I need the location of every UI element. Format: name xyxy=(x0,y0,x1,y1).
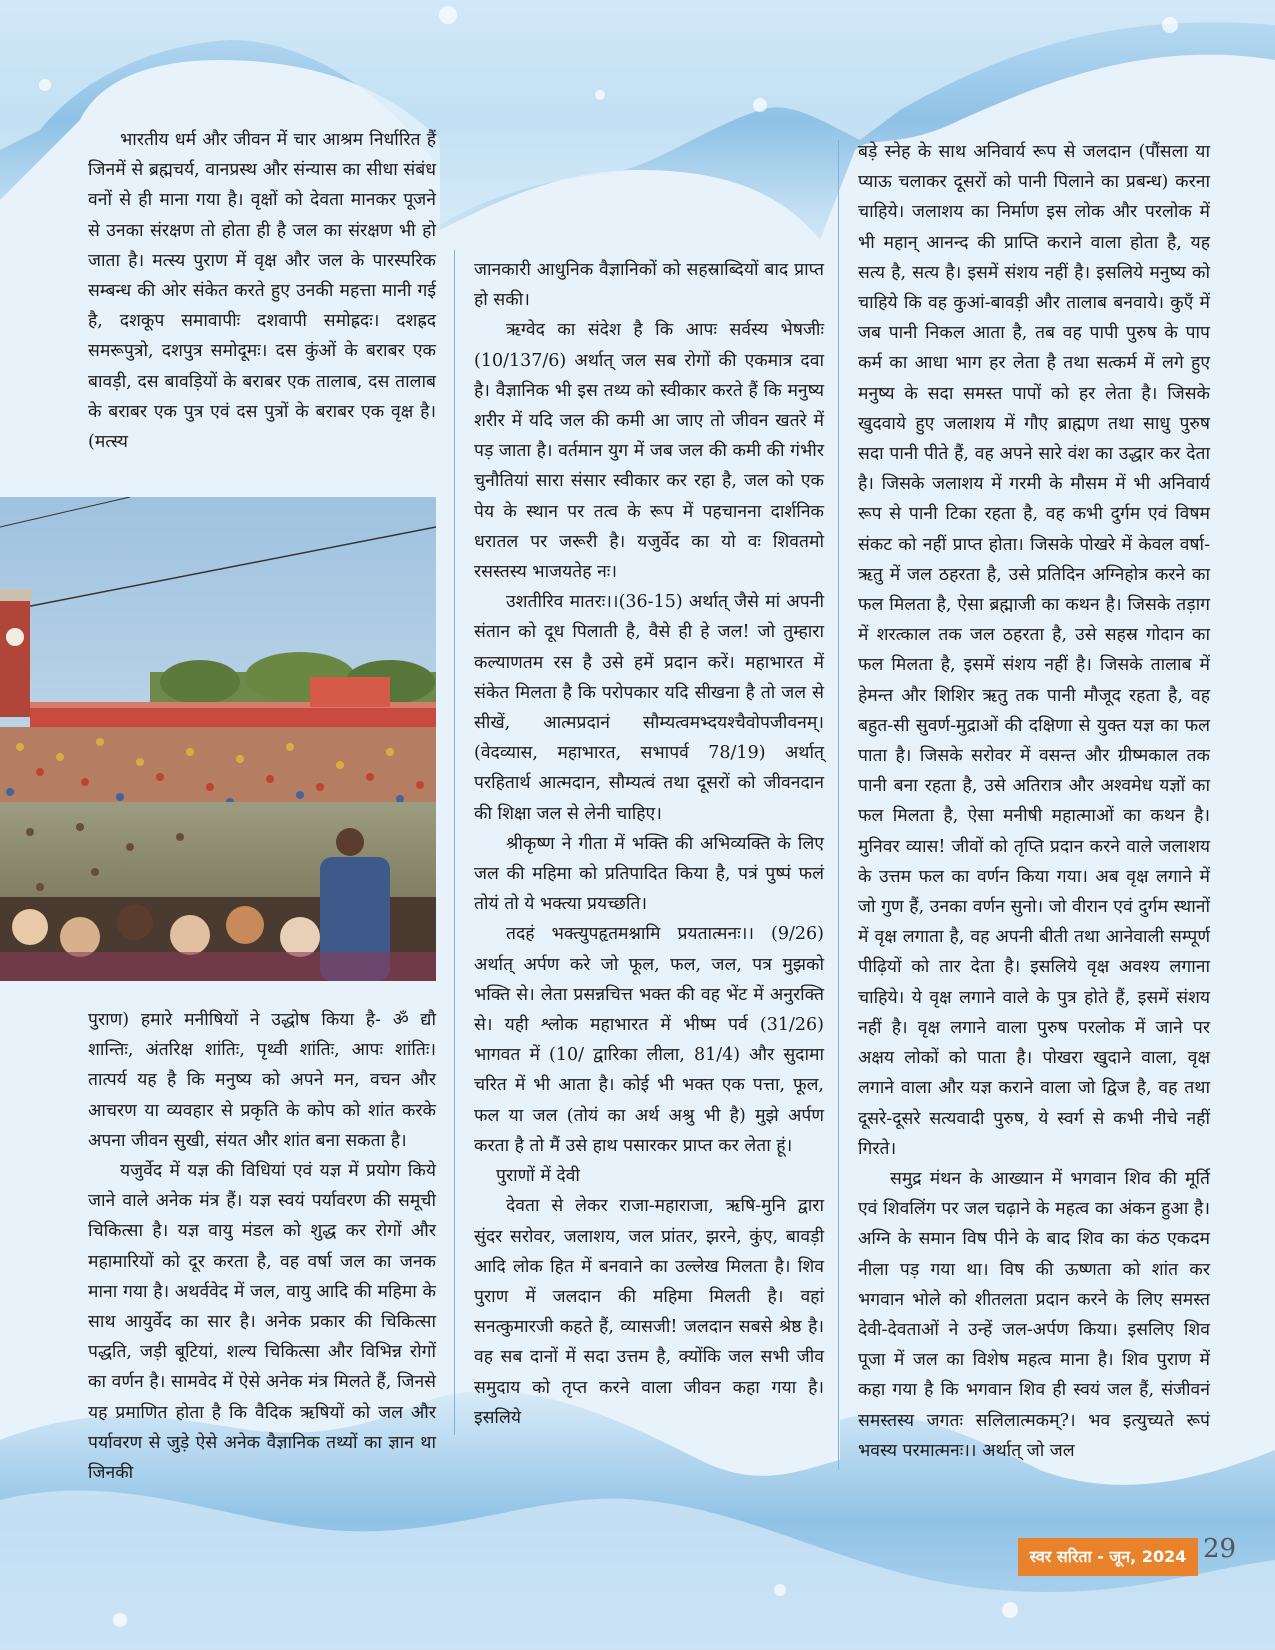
paragraph: उशतीरिव मातरः।।(36-15) अर्थात् जैसे मां अपनी संतान को दूध पिलाती है, वैसे ही हे जल! जो तुम्हारा कल्याणतम रस है उसे हमें प्रदान करें। महाभारत में संकेत मिलता है कि परोपकार यदि सीखना है तो जल से सीखें, आत्मप्रदानं सौम्यत्वमभ्दयश्चैवोपजीवनम्। (वेदव्यास, महाभारत, सभापर्व 78/19) अर्थात् परहितार्थ आत्मदान, सौम्यत्वं तथा दूसरों को जीवनदान की शिक्षा जल से लेनी चाहिए। xyxy=(474,592,824,824)
paragraph: तदहं भक्त्युपहृतमश्नामि प्रयतात्मनः।। (9/26) अर्थात् अर्पण करे जो फूल, फल, जल, पत्र मुझको भक्ति से। लेता प्रसन्नचित्त भक्त की वह भेंट में अनुरक्ति से। यही श्लोक महाभारत में भीष्म पर्व (31/26) भागवत में (10/ द्वारिका लीला, 81/4) और सुदामा चरित में भी आता है। कोई भी भक्त एक पत्ता, फूल, फल या जल (तोयं का अर्थ अश्रु भी है) मुझे अर्पण करता है तो मैं उसे हाथ पसारकर प्राप्त कर लेता हूं। xyxy=(474,924,824,1156)
page-number: 29 xyxy=(1203,1534,1237,1564)
paragraph: ऋग्वेद का संदेश है कि आपः सर्वस्य भेषजीः (10/137/6) अर्थात् जल सब रोगों की एकमात्र दवा है। वैज्ञानिक भी इस तथ्य को स्वीकार करते हैं कि मनुष्य शरीर में यदि जल की कमी आ जाए तो जीवन खतरे में पड़ जाता है। वर्तमान युग में जब जल की कमी की गंभीर चुनौतियां सारा संसार स्वीकार कर रहा है, जल को एक पेय के स्थान पर तत्व के रूप में पहचानना दार्शनिक धरातल पर जरूरी है। यजुर्वेद का यो वः शिवतमो रसस्तस्य भाजयतेह नः। xyxy=(474,320,824,583)
paragraph: बड़े स्नेह के साथ अनिवार्य रूप से जलदान (पौंसला या प्याऊ चलाकर दूसरों को पानी पिलाने का प्रबन्ध) करना चाहिये। जलाशय का निर्माण इस लोक और परलोक में भी महान् आनन्द की प्राप्ति कराने वाला होता है, यह सत्य है, सत्य है। इसमें संशय नहीं है। इसलिये मनुष्य को चाहिये कि वह कुआं-बावड़ी और तालाब बनवाये। कुएँ में जब पानी निकल आता है, तब वह पापी पुरुष के पाप कर्म का आधा भाग हर लेता है तथा सत्कर्म में लगे हुए मनुष्य के सदा समस्त पापों को हर लेता है। जिसके खुदवाये हुए जलाशय में गौए ब्राह्मण तथा साधु पुरुष सदा पानी पीते हैं, वह अपने सारे वंश का उद्धार कर देता है। जिसके जलाशय में गरमी के मौसम में भी अनिवार्य रूप से पानी टिका रहता है, वह कभी दुर्गम एवं विषम संकट को नहीं प्राप्त होता। जिसके पोखरे में केवल वर्षा-ऋतु में जल ठहरता है, उसे प्रतिदिन अग्निहोत्र करने का फल मिलता है, ऐसा ब्रह्माजी का कथन है। जिसके तड़ाग में शरत्काल तक जल ठहरता है, उसे सहस्र गोदान का फल मिलता है, इसमें संशय नहीं है। जिसके तालाब में हेमन्त और शिशिर ऋतु तक पानी मौजूद रहता है, वह बहुत-सी सुवर्ण-मुद्राओं की दक्षिणा से युक्त यज्ञ का फल पाता है। जिसके सरोवर में वसन्त और ग्रीष्मकाल तक पानी बना रहता है, उसे अतिरात्र और अश्वमेध यज्ञों का फल मिलता है, ऐसा मनीषी महात्माओं का कथन है। मुनिवर व्यास! जीवों को तृप्ति प्रदान करने वाले जलाशय के उत्तम फल का वर्णन किया गया। अब वृक्ष लगाने में जो गुण हैं, उनका वर्णन सुनो। जो वीरान एवं दुर्गम स्थानों में वृक्ष लगाता है, वह अपनी बीती तथा आनेवाली सम्पूर्ण पीढ़ियों को तार देता है। इसलिये वृक्ष अवश्य लगाना चाहिये। ये वृक्ष लगाने वाले के पुत्र होते हैं, इसमें संशय नहीं है। वृक्ष लगाने वाला पुरुष परलोक में जाने पर अक्षय लोकों को पाता है। पोखरा खुदाने वाला, वृक्ष लगाने वाला और यज्ञ कराने वाला जो द्विज है, वह तथा दूसरे-दूसरे सत्यवादी पुरुष, ये स्वर्ग से कभी नीचे नहीं गिरते। xyxy=(858,142,1210,1159)
paragraph: पुराण) हमारे मनीषियों ने उद्धोष किया है- ॐ द्यौ शान्तिः, अंतरिक्ष शांतिः, पृथ्वी शांतिः, आपः शांतिः। तात्पर्य यह है कि मनुष्य को अपने मन, वचन और आचरण या व्यवहार से प्रकृति के कोप को शांत करके अपना जीवन सुखी, संयत और शांत बना सकता है। xyxy=(88,1010,436,1151)
paragraph: जानकारी आधुनिक वैज्ञानिकों को सहस्राब्दियों बाद प्राप्त हो सकी। xyxy=(474,260,824,311)
section-heading: पुराणों में देवी xyxy=(496,1166,580,1187)
magazine-footer-label: स्वर सरिता - जून, 2024 xyxy=(1018,1538,1198,1576)
column-divider-left xyxy=(454,250,455,1435)
column-1-top xyxy=(88,125,436,457)
column-3 xyxy=(858,137,1210,1466)
paragraph: यजुर्वेद में यज्ञ की विधियां एवं यज्ञ में प्रयोग किये जाने वाले अनेक मंत्र हैं। यज्ञ स्वयं पर्यावरण की समूची चिकित्सा है। यज्ञ वायु मंडल को शुद्ध कर रोगों और महामारियों को दूर करता है, वह वर्षा जल का जनक माना गया है। अथर्ववेद में जल, वायु आदि की महिमा के साथ आयुर्वेद का सार है। अनेक प्रकार की चिकित्सा पद्धति, जड़ी बूटियां, शल्य चिकित्सा और विभिन्न रोगों का वर्णन है। सामवेद में ऐसे अनेक मंत्र मिलते हैं, जिनसे यह प्रमाणित होता है कि वैदिक ऋषियों को जल और पर्यावरण से जुड़े ऐसे अनेक वैज्ञानिक तथ्यों का ज्ञान था जिनकी xyxy=(88,1161,436,1484)
column-2 xyxy=(474,255,824,1433)
ganga-ghat-photo xyxy=(0,497,436,981)
paragraph: श्रीकृष्ण ने गीता में भक्ति की अभिव्यक्ति के लिए जल की महिमा को प्रतिपादित किया है, पत्रं पुष्पं फलं तोयं तो ये भक्त्या प्रयच्छति। xyxy=(474,833,824,915)
column-divider-right xyxy=(838,140,839,1470)
column-1-bottom xyxy=(88,1005,436,1488)
paragraph: देवता से लेकर राजा-महाराजा, ऋषि-मुनि द्वारा सुंदर सरोवर, जलाशय, जल प्रांतर, झरने, कुंए, बावड़ी आदि लोक हित में बनवाने का उल्लेख मिलता है। शिव पुराण में जलदान की महिमा मिलती है। वहां सनत्कुमारजी कहते हैं, व्यासजी! जलदान सबसे श्रेष्ठ है। वह सब दानों में सदा उत्तम है, क्योंकि जल सभी जीव समुदाय को तृप्त करने वाला जीवन कहा गया है। इसलिये xyxy=(474,1196,824,1428)
paragraph: भारतीय धर्म और जीवन में चार आश्रम निर्धारित हैं जिनमें से ब्रह्मचर्य, वानप्रस्थ और संन्यास का सीधा संबंध वनों से ही माना गया है। वृक्षों को देवता मानकर पूजने से उनका संरक्षण तो होता ही है जल का संरक्षण भी हो जाता है। मत्स्य पुराण में वृक्ष और जल के पारस्परिक सम्बन्ध की ओर संकेत करते हुए उनकी महत्ता मानी गई है, दशकूप समावापीः दशवापी समोह्रदः। दशह्रद समरूपुत्रो, दशपुत्र समोदूमः। दस कुंओं के बराबर एक बावड़ी, दस बावड़ियों के बराबर एक तालाब, दस तालाब के बराबर एक पुत्र एवं दस पुत्रों के बराबर एक वृक्ष है। (मत्स्य xyxy=(88,130,436,453)
paragraph: समुद्र मंथन के आख्यान में भगवान शिव की मूर्ति एवं शिवलिंग पर जल चढ़ाने के महत्व का अंकन हुआ है। अग्नि के समान विष पीने के बाद शिव का कंठ एकदम नीला पड़ गया था। विष की ऊष्णता को शांत कर भगवान भोले को शीतलता प्रदान करने के लिए समस्त देवी-देवताओं ने उन्हें जल-अर्पण किया। इसलिए शिव पूजा में जल का विशेष महत्व माना है। शिव पुराण में कहा गया है कि भगवान शिव ही स्वयं जल हैं, संजीवनं समस्तस्य जगतः सलिलात्मकम्?। भव इत्युच्यते रूपं भवस्य परमात्मनः।। अर्थात् जो जल xyxy=(858,1168,1210,1461)
